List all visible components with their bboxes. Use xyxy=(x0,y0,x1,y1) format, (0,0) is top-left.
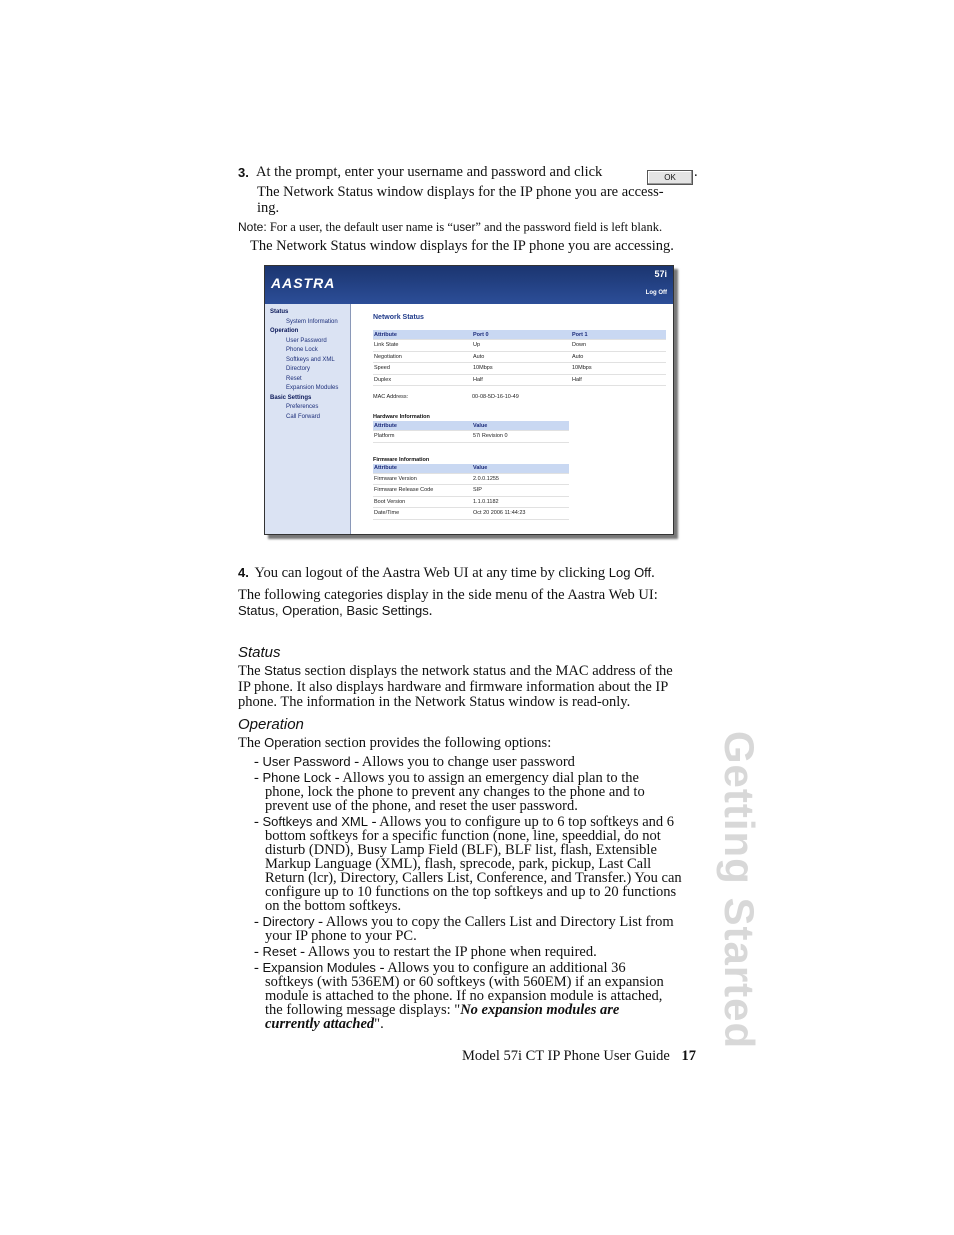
table-cell: Negotiation xyxy=(373,351,472,363)
table-header-row xyxy=(373,330,666,340)
menu-group-basic-settings[interactable]: Basic Settings xyxy=(270,394,312,401)
status-line1 xyxy=(238,663,673,679)
note xyxy=(238,220,662,235)
expansion-message-end xyxy=(254,1017,724,1031)
option-line: Return (lcr), Directory, Callers List, Conference, and Transfer.) You can xyxy=(265,870,682,886)
table-cell: Speed xyxy=(373,363,472,375)
table-row xyxy=(373,473,569,485)
table-header-row xyxy=(373,421,569,431)
note-user: user xyxy=(452,222,476,234)
categories-line2 xyxy=(238,603,432,619)
table-cell: Half xyxy=(472,374,571,386)
option-line: bottom softkeys for a specific function (none, line, speeddial, do not xyxy=(265,828,661,844)
option-line: - Allows you to change user password xyxy=(354,754,575,770)
side-tab xyxy=(715,730,763,1050)
table-row xyxy=(373,351,666,363)
option-line: configure up to 10 functions on the top softkeys and up to 20 functions xyxy=(265,884,677,900)
table-row xyxy=(373,363,666,375)
status-line2: IP phone. It also displays hardware and firmware information about the IP xyxy=(238,679,669,695)
side-tab-label: Getting Started xyxy=(716,730,763,1050)
list-item: - Phone Lock - Allows you to assign an emergency dial plan to the phone, lock the phone to prevent any changes to the phone and to prevent use of the phone, and reset the user password. xyxy=(254,771,724,813)
step-4-text: You can logout of the Aastra Web UI at any time by clicking xyxy=(254,565,606,581)
table-cell: SIP xyxy=(472,485,569,497)
categories-end: . xyxy=(428,603,433,619)
side-menu xyxy=(265,304,351,534)
table-cell: Platform xyxy=(373,431,472,443)
option-line: - Allows you to copy the Callers List and Directory List from xyxy=(318,914,674,930)
footer-title: Model 57i CT IP Phone User Guide xyxy=(462,1048,670,1064)
option-name: Expansion Modules xyxy=(262,960,376,975)
mac-label: MAC Address: xyxy=(373,394,409,400)
operation-rest: section provides the following options: xyxy=(324,735,552,751)
table-header-cell: Attribute xyxy=(373,421,472,431)
table-row xyxy=(373,485,569,497)
menu-item-preferences[interactable]: Preferences xyxy=(286,404,319,410)
step-3-text: At the prompt, enter your username and password and click xyxy=(256,164,603,180)
list-item: - User Password - Allows you to change user password xyxy=(254,754,575,770)
note-text-b: ” and the password field is left blank. xyxy=(475,220,663,234)
menu-item-reset[interactable]: Reset xyxy=(286,375,302,382)
list-item: - Directory - Allows you to copy the Callers List and Directory List from your IP phone to your PC. xyxy=(254,915,724,943)
table-cell: Half xyxy=(571,374,666,386)
table-cell: Link State xyxy=(373,340,472,352)
option-line: Markup Language (XML), flash, sprecode, park, pickup, Last Call xyxy=(265,856,652,872)
expansion-italic-1: No expansion modules are xyxy=(460,1002,620,1018)
table-header-cell: Attribute xyxy=(373,464,472,474)
table-cell: 10Mbps xyxy=(472,363,571,375)
option-name: Reset xyxy=(262,944,297,959)
option-line: prevent use of the phone, and reset the user password. xyxy=(265,798,578,814)
menu-item-expansion-modules[interactable]: Expansion Modules xyxy=(286,385,339,391)
mac-value: 00-08-5D-16-10-49 xyxy=(472,394,519,400)
option-line: module is attached to the phone. If no expansion module is attached, xyxy=(265,988,663,1004)
table-header-row xyxy=(373,464,569,474)
expansion-post: ". xyxy=(374,1016,384,1032)
option-name: Directory xyxy=(262,914,315,929)
firmware-table xyxy=(373,464,569,520)
table-row xyxy=(373,340,666,352)
step-3-line2: The Network Status window displays for the IP phone you are access- xyxy=(257,184,664,200)
network-status-title: Network Status xyxy=(373,314,424,321)
categories-line1: The following categories display in the side menu of the Aastra Web UI: xyxy=(238,587,658,603)
step-3-dot: . xyxy=(694,164,698,180)
option-line: your IP phone to your PC. xyxy=(265,928,417,944)
table-cell: Down xyxy=(571,340,666,352)
firmware-info-title: Firmware Information xyxy=(373,456,430,463)
note-label: Note: xyxy=(238,220,267,234)
table-header-cell: Value xyxy=(472,464,569,474)
step-4-bold: Log Off xyxy=(608,565,652,580)
table-cell: Firmware Release Code xyxy=(373,485,472,497)
option-line: - Allows you to configure up to 6 top softkeys and 6 xyxy=(371,814,675,830)
note-text-a: For a user, the default user name is “ xyxy=(269,220,453,234)
list-item: - Reset - Allows you to restart the IP phone when required. xyxy=(254,944,597,960)
menu-group-status[interactable]: Status xyxy=(270,309,289,315)
option-line: - Allows you to assign an emergency dial plan to the xyxy=(334,770,639,786)
option-name: Phone Lock xyxy=(262,770,332,785)
screenshot-header xyxy=(265,266,673,304)
table-cell: Boot Version xyxy=(373,496,472,508)
option-line: disturb (DND), Busy Lamp Field (BLF), BLF list, flash, Extensible xyxy=(265,842,657,858)
list-item: - Expansion Modules - Allows you to configure an additional 36 softkeys (with 536EM) or 60 softkeys (with 560EM) if an expansion module is attached to the phone. If no expansion module is attached, the following message displays: "No expansion modules are currently attached". xyxy=(254,961,724,1031)
menu-item-phone-lock[interactable]: Phone Lock xyxy=(286,347,318,353)
intro-line: The Network Status window displays for the IP phone you are accessing. xyxy=(250,238,674,254)
table-row xyxy=(373,508,569,520)
screenshot-main xyxy=(373,314,668,520)
menu-item-call-forward[interactable]: Call Forward xyxy=(286,413,321,420)
table-row xyxy=(373,496,569,508)
table-cell: Firmware Version xyxy=(373,473,472,485)
table-cell: Duplex xyxy=(373,374,472,386)
table-cell: 1.1.0.1182 xyxy=(472,496,569,508)
option-line: phone, lock the phone to prevent any changes to the phone and to xyxy=(265,784,645,800)
ports-table xyxy=(373,330,666,386)
list-item: - Softkeys and XML - Allows you to configure up to 6 top softkeys and 6 bottom softkeys for a specific function (none, line, speeddial, do not disturb (DND), Busy Lamp Field (BLF), BLF list, flash, Extensible Markup Language (XML), flash, sprecode, park, pickup, Last Call Return (lcr), Directory, Callers List, Conference, and Transfer.) You can configure up to 10 functions on the top softkeys and up to 20 functions on the bottom softkeys. xyxy=(254,815,724,913)
operation-heading: Operation xyxy=(238,716,304,733)
step-3-number: 3. xyxy=(238,165,249,180)
network-status-screenshot xyxy=(264,265,674,535)
option-line: on the bottom softkeys. xyxy=(265,898,402,914)
table-cell: 57i Revision 0 xyxy=(472,431,569,443)
menu-item-softkeys-xml[interactable]: Softkeys and XML xyxy=(286,356,335,363)
step-4-end: . xyxy=(651,565,655,581)
expansion-italic-2: currently attached xyxy=(265,1016,375,1032)
hardware-table xyxy=(373,421,569,443)
table-row xyxy=(373,431,569,443)
status-rest: section displays the network status and the MAC address of the xyxy=(304,663,673,679)
options-list xyxy=(254,755,724,1031)
table-cell: Oct 20 2006 11:44:23 xyxy=(472,508,569,520)
model-label: 57i xyxy=(654,269,667,279)
option-line: - Allows you to configure an additional 36 xyxy=(379,960,626,976)
status-line3: phone. The information in the Network Status window is read-only. xyxy=(238,694,631,710)
status-pre: The xyxy=(238,663,261,679)
ok-button-image: OK xyxy=(647,170,693,185)
table-header-cell: Port 0 xyxy=(472,330,571,340)
option-name: Softkeys and XML xyxy=(262,814,368,829)
table-cell: Auto xyxy=(571,351,666,363)
table-header-cell: Value xyxy=(472,421,569,431)
table-header-cell: Attribute xyxy=(373,330,472,340)
step-4 xyxy=(238,565,655,581)
footer xyxy=(462,1048,696,1064)
status-heading: Status xyxy=(238,644,281,661)
menu-item-directory[interactable]: Directory xyxy=(286,366,311,372)
table-header-cell: Port 1 xyxy=(571,330,666,340)
operation-bold: Operation xyxy=(264,735,322,750)
operation-pre: The xyxy=(238,735,261,751)
expansion-message xyxy=(254,1003,724,1017)
table-cell: 10Mbps xyxy=(571,363,666,375)
option-line: softkeys (with 536EM) or 60 softkeys (with 560EM) if an expansion xyxy=(265,974,664,990)
table-cell: Auto xyxy=(472,351,571,363)
page-number: 17 xyxy=(681,1048,696,1064)
mac-address xyxy=(373,394,668,400)
menu-item-user-password[interactable]: User Password xyxy=(286,337,327,344)
step-4-number: 4. xyxy=(238,565,249,580)
log-off-link[interactable]: Log Off xyxy=(645,290,667,296)
table-cell: Up xyxy=(472,340,571,352)
hardware-info-title: Hardware Information xyxy=(373,414,430,420)
aastra-logo: AASTRA xyxy=(271,275,336,291)
option-name: User Password xyxy=(262,754,351,769)
status-bold: Status xyxy=(264,663,302,678)
operation-intro xyxy=(238,735,551,751)
categories-bold: Status, Operation, Basic Settings xyxy=(238,603,429,618)
option-line: - Allows you to restart the IP phone when required. xyxy=(300,944,597,960)
menu-group-operation[interactable]: Operation xyxy=(270,328,299,334)
table-cell: 2.0.0.1255 xyxy=(472,473,569,485)
step-3-line3: ing. xyxy=(257,200,280,216)
expansion-pre: the following message displays: " xyxy=(265,1002,461,1018)
table-row xyxy=(373,374,666,386)
menu-item-system-information[interactable]: System Information xyxy=(286,318,338,325)
table-cell: Date/Time xyxy=(373,508,472,520)
